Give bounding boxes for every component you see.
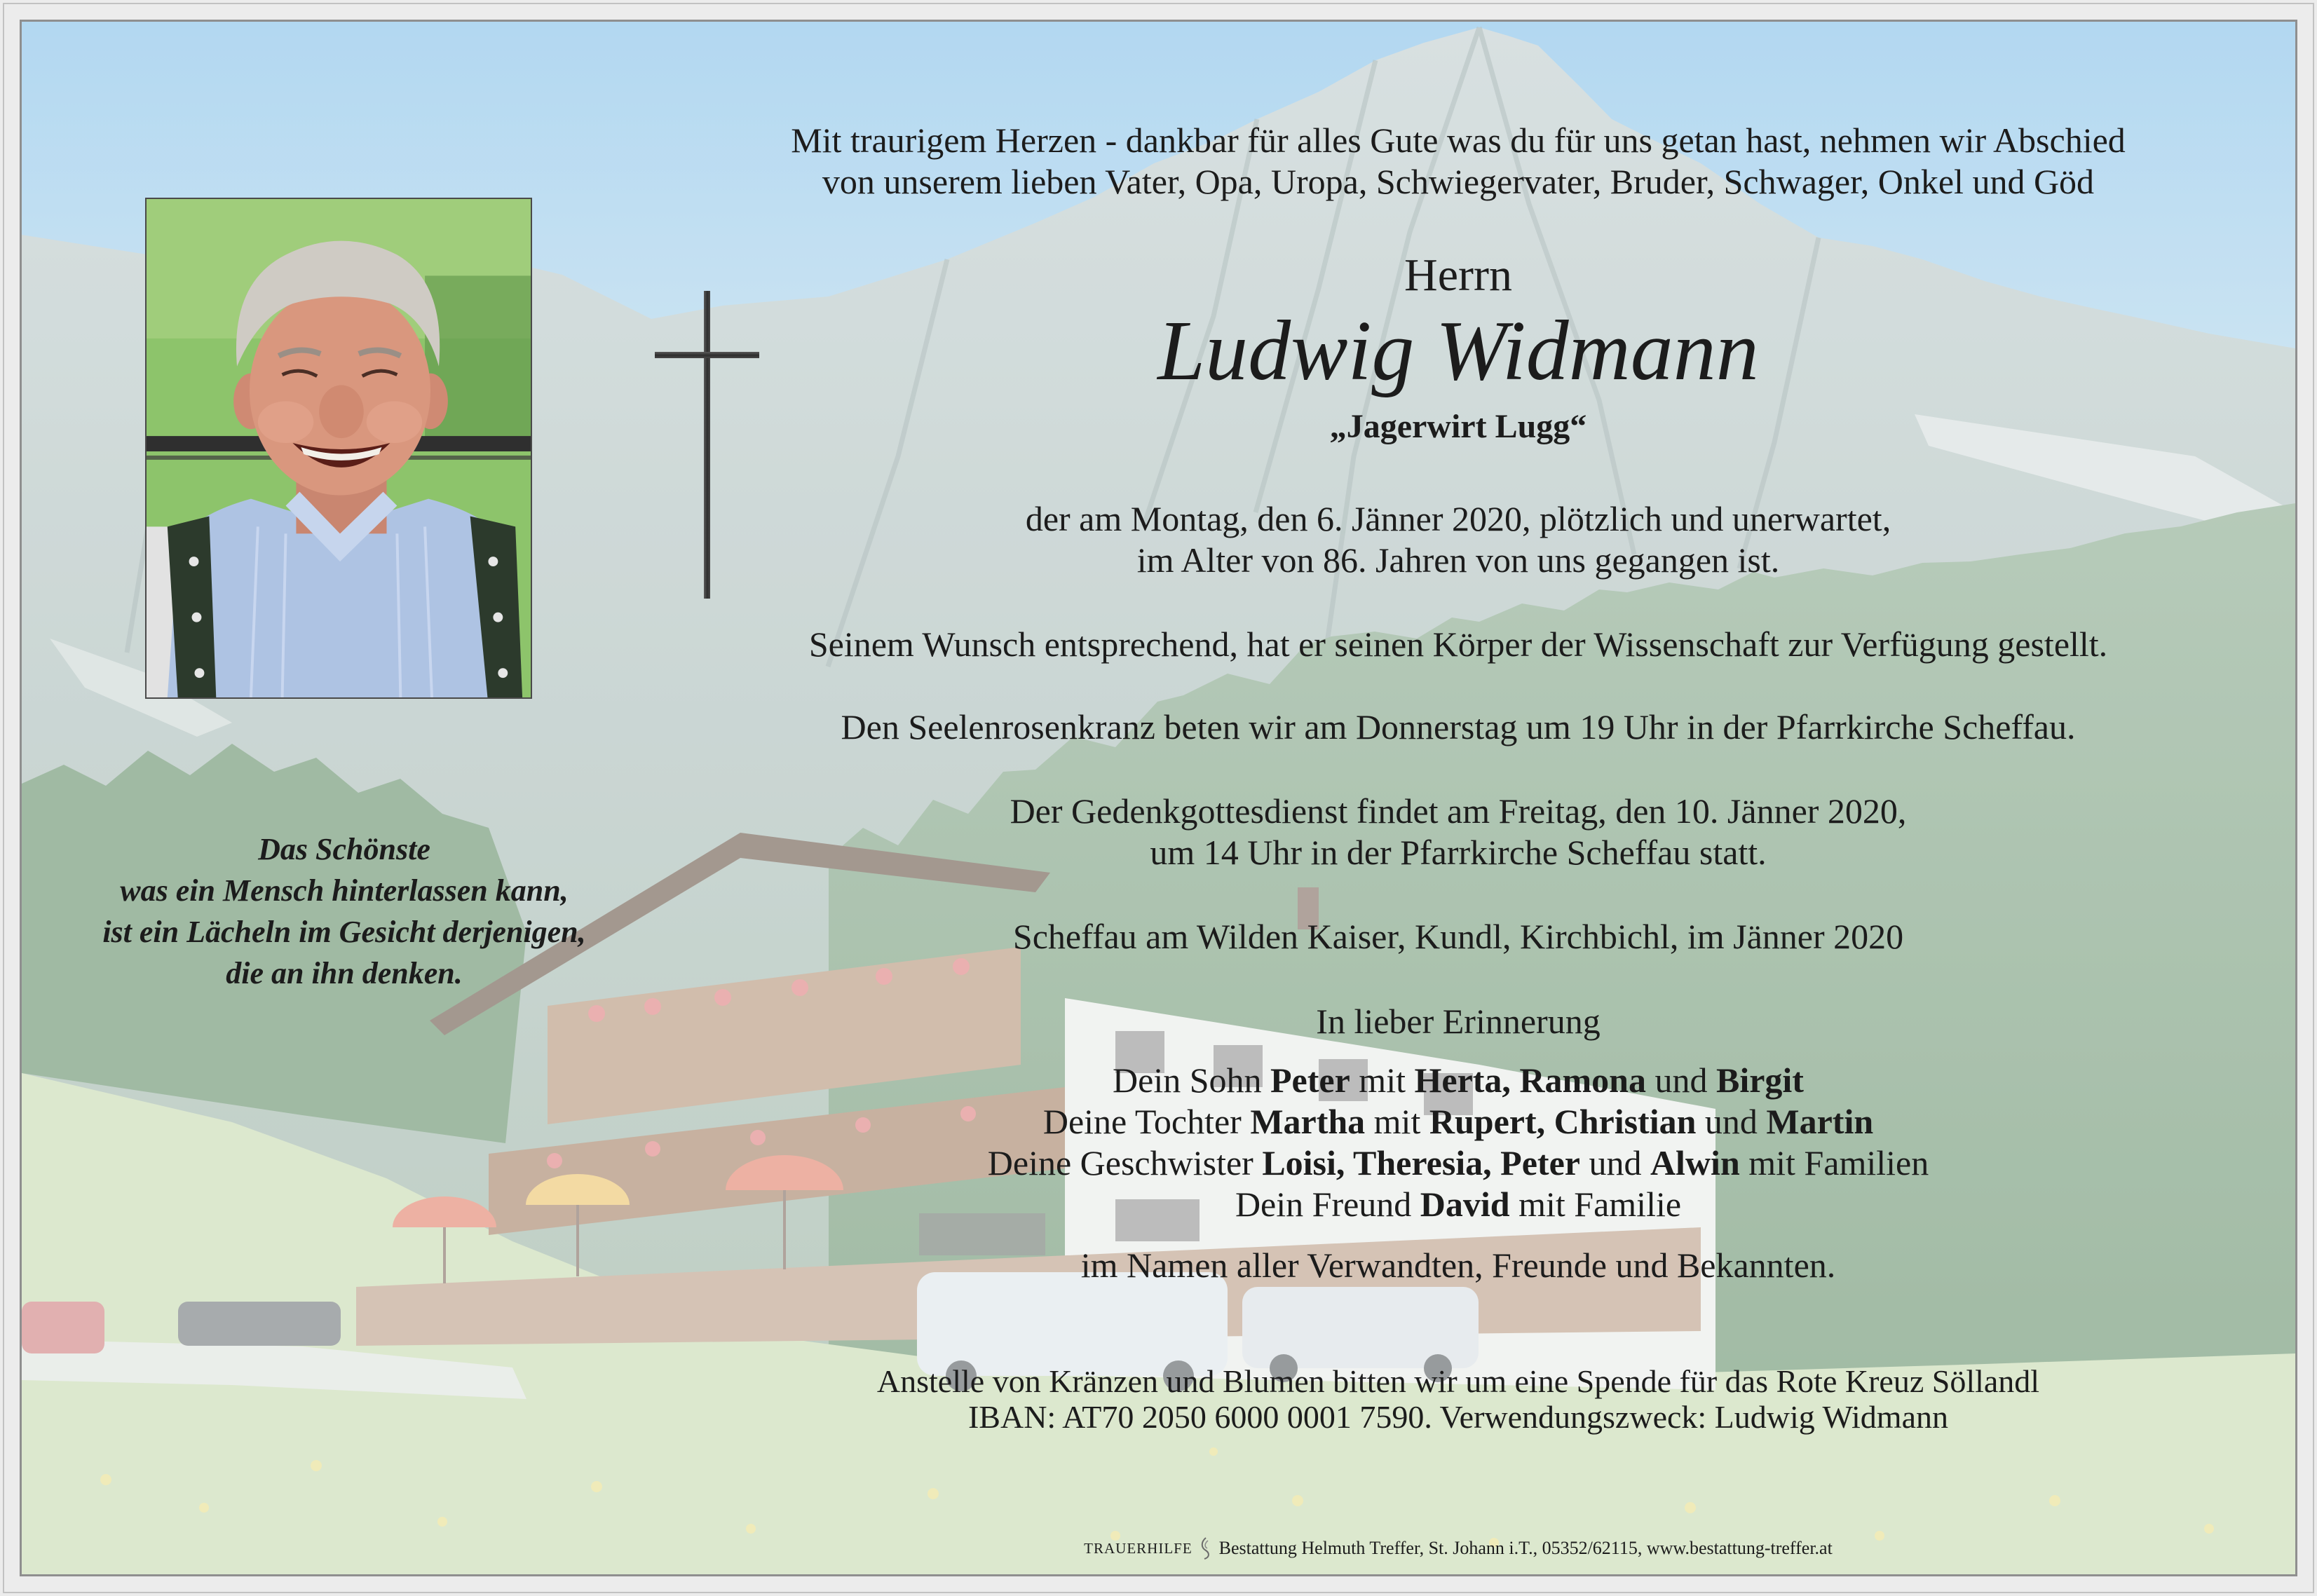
death-line-1: der am Montag, den 6. Jänner 2020, plötzlich und unerwartet, [1025,499,1891,538]
intro-line-1: Mit traurigem Herzen - dankbar für alles Gute was du für uns getan hast, nehmen wir Abschied [791,121,2126,160]
connector-text: und [1654,1060,1708,1100]
donation-line-2: IBAN: AT70 2050 6000 0001 7590. Verwendungszweck: Ludwig Widmann [967,1399,1949,1435]
memorial-service-line-2: um 14 Uhr in der Pfarrkirche Scheffau statt. [1150,833,1767,872]
connector-text: mit Familien [1748,1143,1929,1182]
place-date-line: Scheffau am Wilden Kaiser, Kundl, Kirchbichl, im Jänner 2020 [1012,917,1904,956]
footer [687,1534,2229,1562]
mourner-line-siblings [687,1142,2229,1184]
mourner-names: Loisi, Theresia, Peter [1262,1143,1580,1182]
memorial-service-line-1: Der Gedenkgottesdienst findet am Freitag, den 10. Jänner 2020, [1010,791,1907,831]
mourner-name: Birgit [1715,1060,1804,1100]
mourner-names: Herta, Ramona [1414,1060,1646,1100]
mourner-line-friend [687,1183,2229,1225]
relation-text: Deine Geschwister [987,1143,1253,1182]
quote-line-3: ist ein Lächeln im Gesicht derjenigen, [102,915,586,949]
wish-line: Seinem Wunsch entsprechend, hat er seinen Körper der Wissenschaft zur Verfügung gestellt. [808,625,2108,664]
quote-line-1: Das Schönste [258,832,430,866]
connector-text: und [1704,1102,1758,1141]
rosary-line: Den Seelenrosenkranz beten wir am Donnerstag um 19 Uhr in der Pfarrkirche Scheffau. [841,707,2076,746]
footer-text: Bestattung Helmuth Treffer, St. Johann i.T., 05352/62115, www.bestattung-treffer.at [1218,1538,1833,1558]
death-line-2: im Alter von 86. Jahren von uns gegangen ist. [1136,540,1780,580]
mourner-name: David [1420,1185,1510,1224]
relation-text: Dein Freund [1235,1185,1412,1224]
mourner-name: Alwin [1650,1143,1740,1182]
mourner-names: Rupert, Christian [1429,1102,1697,1141]
mourners-closing: im Namen aller Verwandten, Freunde und Bekannten. [1080,1246,1836,1285]
mourner-name: Martin [1766,1102,1874,1141]
mourner-name: Peter [1270,1060,1350,1100]
deceased-name: Ludwig Widmann [1157,303,1759,398]
mourner-line-daughter [687,1100,2229,1143]
portrait-photo [145,198,532,699]
deceased-nickname: „Jagerwirt Lugg“ [1329,408,1587,445]
relation-text: Dein Sohn [1113,1060,1262,1100]
connector-text: und [1589,1143,1642,1182]
connector-text: mit [1359,1060,1406,1100]
donation-line-1: Anstelle von Kränzen und Blumen bitten wir um eine Spende für das Rote Kreuz Söllandl [876,1363,2040,1399]
footer-brand: TRAUERHILFE [1084,1540,1193,1557]
quote-line-2: was ein Mensch hinterlassen kann, [120,873,569,908]
mourner-name: Martha [1250,1102,1366,1141]
mourner-line-son [687,1059,2229,1101]
quote-line-4: die an ihn denken. [226,956,463,990]
connector-text: mit [1373,1102,1421,1141]
relation-text: Deine Tochter [1042,1102,1242,1141]
salutation: Herrn [1404,250,1512,301]
mourners-heading: In lieber Erinnerung [1316,1002,1601,1041]
trauerhilfe-logo-icon [1198,1536,1214,1560]
connector-text: mit Familie [1518,1185,1682,1224]
intro-line-2: von unserem lieben Vater, Opa, Uropa, Schwiegervater, Bruder, Schwager, Onkel und Göd [822,162,2095,201]
